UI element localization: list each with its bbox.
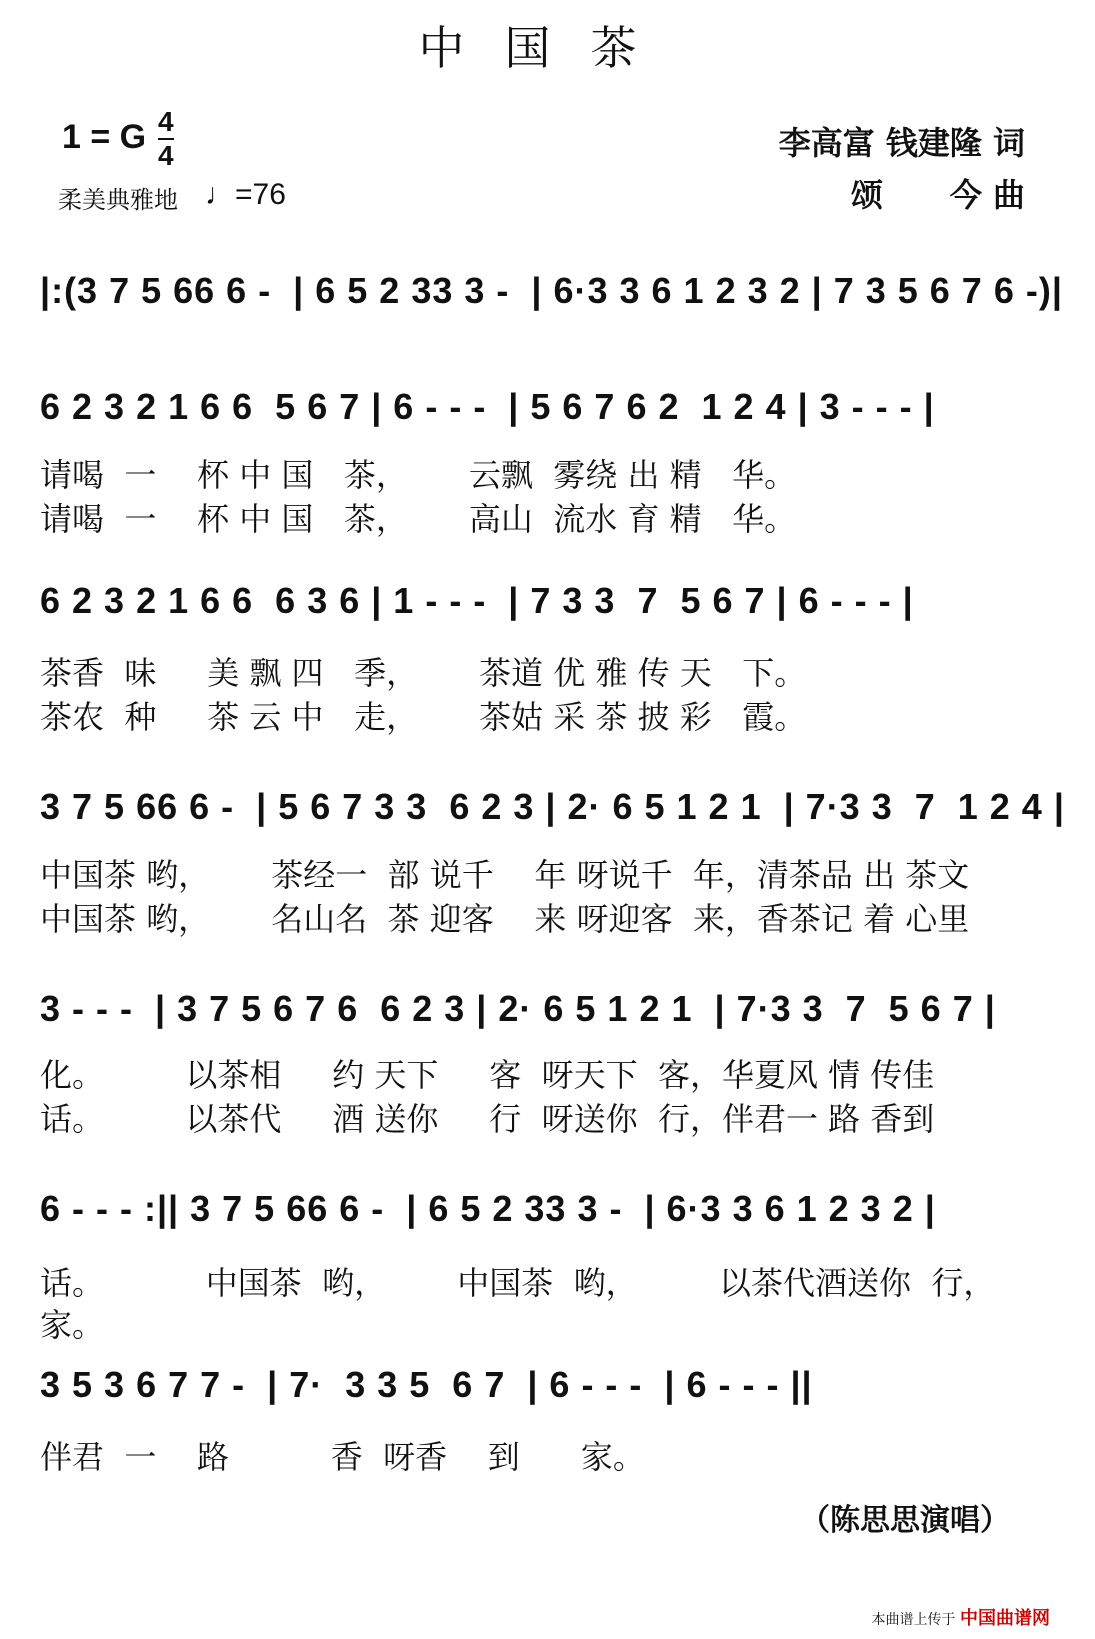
notes-row-4: 3 7 5 66 6 - | 5 6 7 3 3 6 2 3 | 2· 6 5 1 2 1 | 7·3 3 7 1 2 4 |: [40, 786, 1065, 827]
key-signature: 1 = G: [62, 118, 147, 156]
song-title: 中国茶: [418, 21, 677, 75]
staff-row-4: [40, 778, 1065, 852]
staff-row-2: [40, 378, 1055, 452]
time-signature: [158, 108, 174, 170]
notes-row-3: 6 2 3 2 1 6 6 6 3 6 | 1 - - - | 7 3 3 7 5 6 7 | 6 - - - |: [40, 580, 914, 621]
footer-brand: 中国曲谱网: [960, 1608, 1050, 1629]
notes-row-6: 6 - - - :|| 3 7 5 66 6 - | 6 5 2 33 3 - | 6·3 3 6 1 2 3 2 |: [40, 1188, 936, 1229]
composer-credit: 颂 今 曲: [851, 176, 1025, 214]
lyric-row-2-verse-2: 请喝 一 杯 中 国 茶， 高山 流水 育 精 华。: [40, 500, 797, 538]
lyric-row-5-verse-2: 话。 以茶代 酒 送你 行 呀送你 行，伴君一 路 香到: [40, 1100, 935, 1138]
footer-prefix: 本曲谱上传于: [871, 1612, 956, 1628]
lyric-row-3-verse-2: 茶农 种 茶 云 中 走， 茶姑 采 茶 披 彩 霞。: [40, 698, 807, 736]
notes-row-5: 3 - - - | 3 7 5 6 7 6 6 2 3 | 2· 6 5 1 2 1 | 7·3 3 7 5 6 7 |: [40, 988, 996, 1029]
lyric-row-7-verse-1: 伴君 一 路 香 呀香 到 家。: [40, 1438, 645, 1476]
footer-watermark: [872, 1604, 1050, 1630]
tempo-mark: ♩=76: [205, 178, 286, 211]
lyric-row-6-verse-2: 家。: [40, 1306, 105, 1344]
time-signature-bottom: 4: [158, 140, 174, 171]
staff-row-5: [40, 980, 1055, 1054]
notes-row-7: 3 5 3 6 7 7 - | 7· 3 3 5 6 7 | 6 - - - | 6 - - - ||: [40, 1364, 813, 1405]
staff-row-1: [40, 262, 1063, 336]
lyric-row-2-verse-1: 请喝 一 杯 中 国 茶， 云飘 雾绕 出 精 华。: [40, 456, 797, 494]
lyric-row-5-verse-1: 化。 以茶相 约 天下 客 呀天下 客，华夏风 情 传佳: [40, 1056, 935, 1094]
lyric-row-6-verse-1: 话。 中国茶 哟， 中国茶 哟， 以茶代酒送你 行，: [40, 1264, 996, 1302]
lyric-row-3-verse-1: 茶香 味 美 飘 四 季， 茶道 优 雅 传 天 下。: [40, 654, 807, 692]
staff-row-7: [40, 1356, 1055, 1430]
lyric-row-4-verse-1: 中国茶 哟， 茶经一 部 说千 年 呀说千 年，清茶品 出 茶文: [40, 856, 970, 894]
notes-row-1: |:(3 7 5 66 6 - | 6 5 2 33 3 - | 6·3 3 6 1 2 3 2 | 7 3 5 6 7 6 -)|: [40, 270, 1063, 311]
time-signature-top: 4: [158, 106, 174, 137]
notes-row-2: 6 2 3 2 1 6 6 5 6 7 | 6 - - - | 5 6 7 6 2 1 2 4 | 3 - - - |: [40, 386, 935, 427]
expression-mark: 柔美典雅地: [58, 186, 178, 214]
lyricist-credit: 李高富 钱建隆 词: [778, 124, 1025, 162]
lyric-row-4-verse-2: 中国茶 哟， 名山名 茶 迎客 来 呀迎客 来，香茶记 着 心里: [40, 900, 970, 938]
singer-credit: （陈思思演唱）: [800, 1503, 1010, 1538]
staff-row-6: [40, 1180, 1055, 1254]
staff-row-3: [40, 572, 1055, 646]
